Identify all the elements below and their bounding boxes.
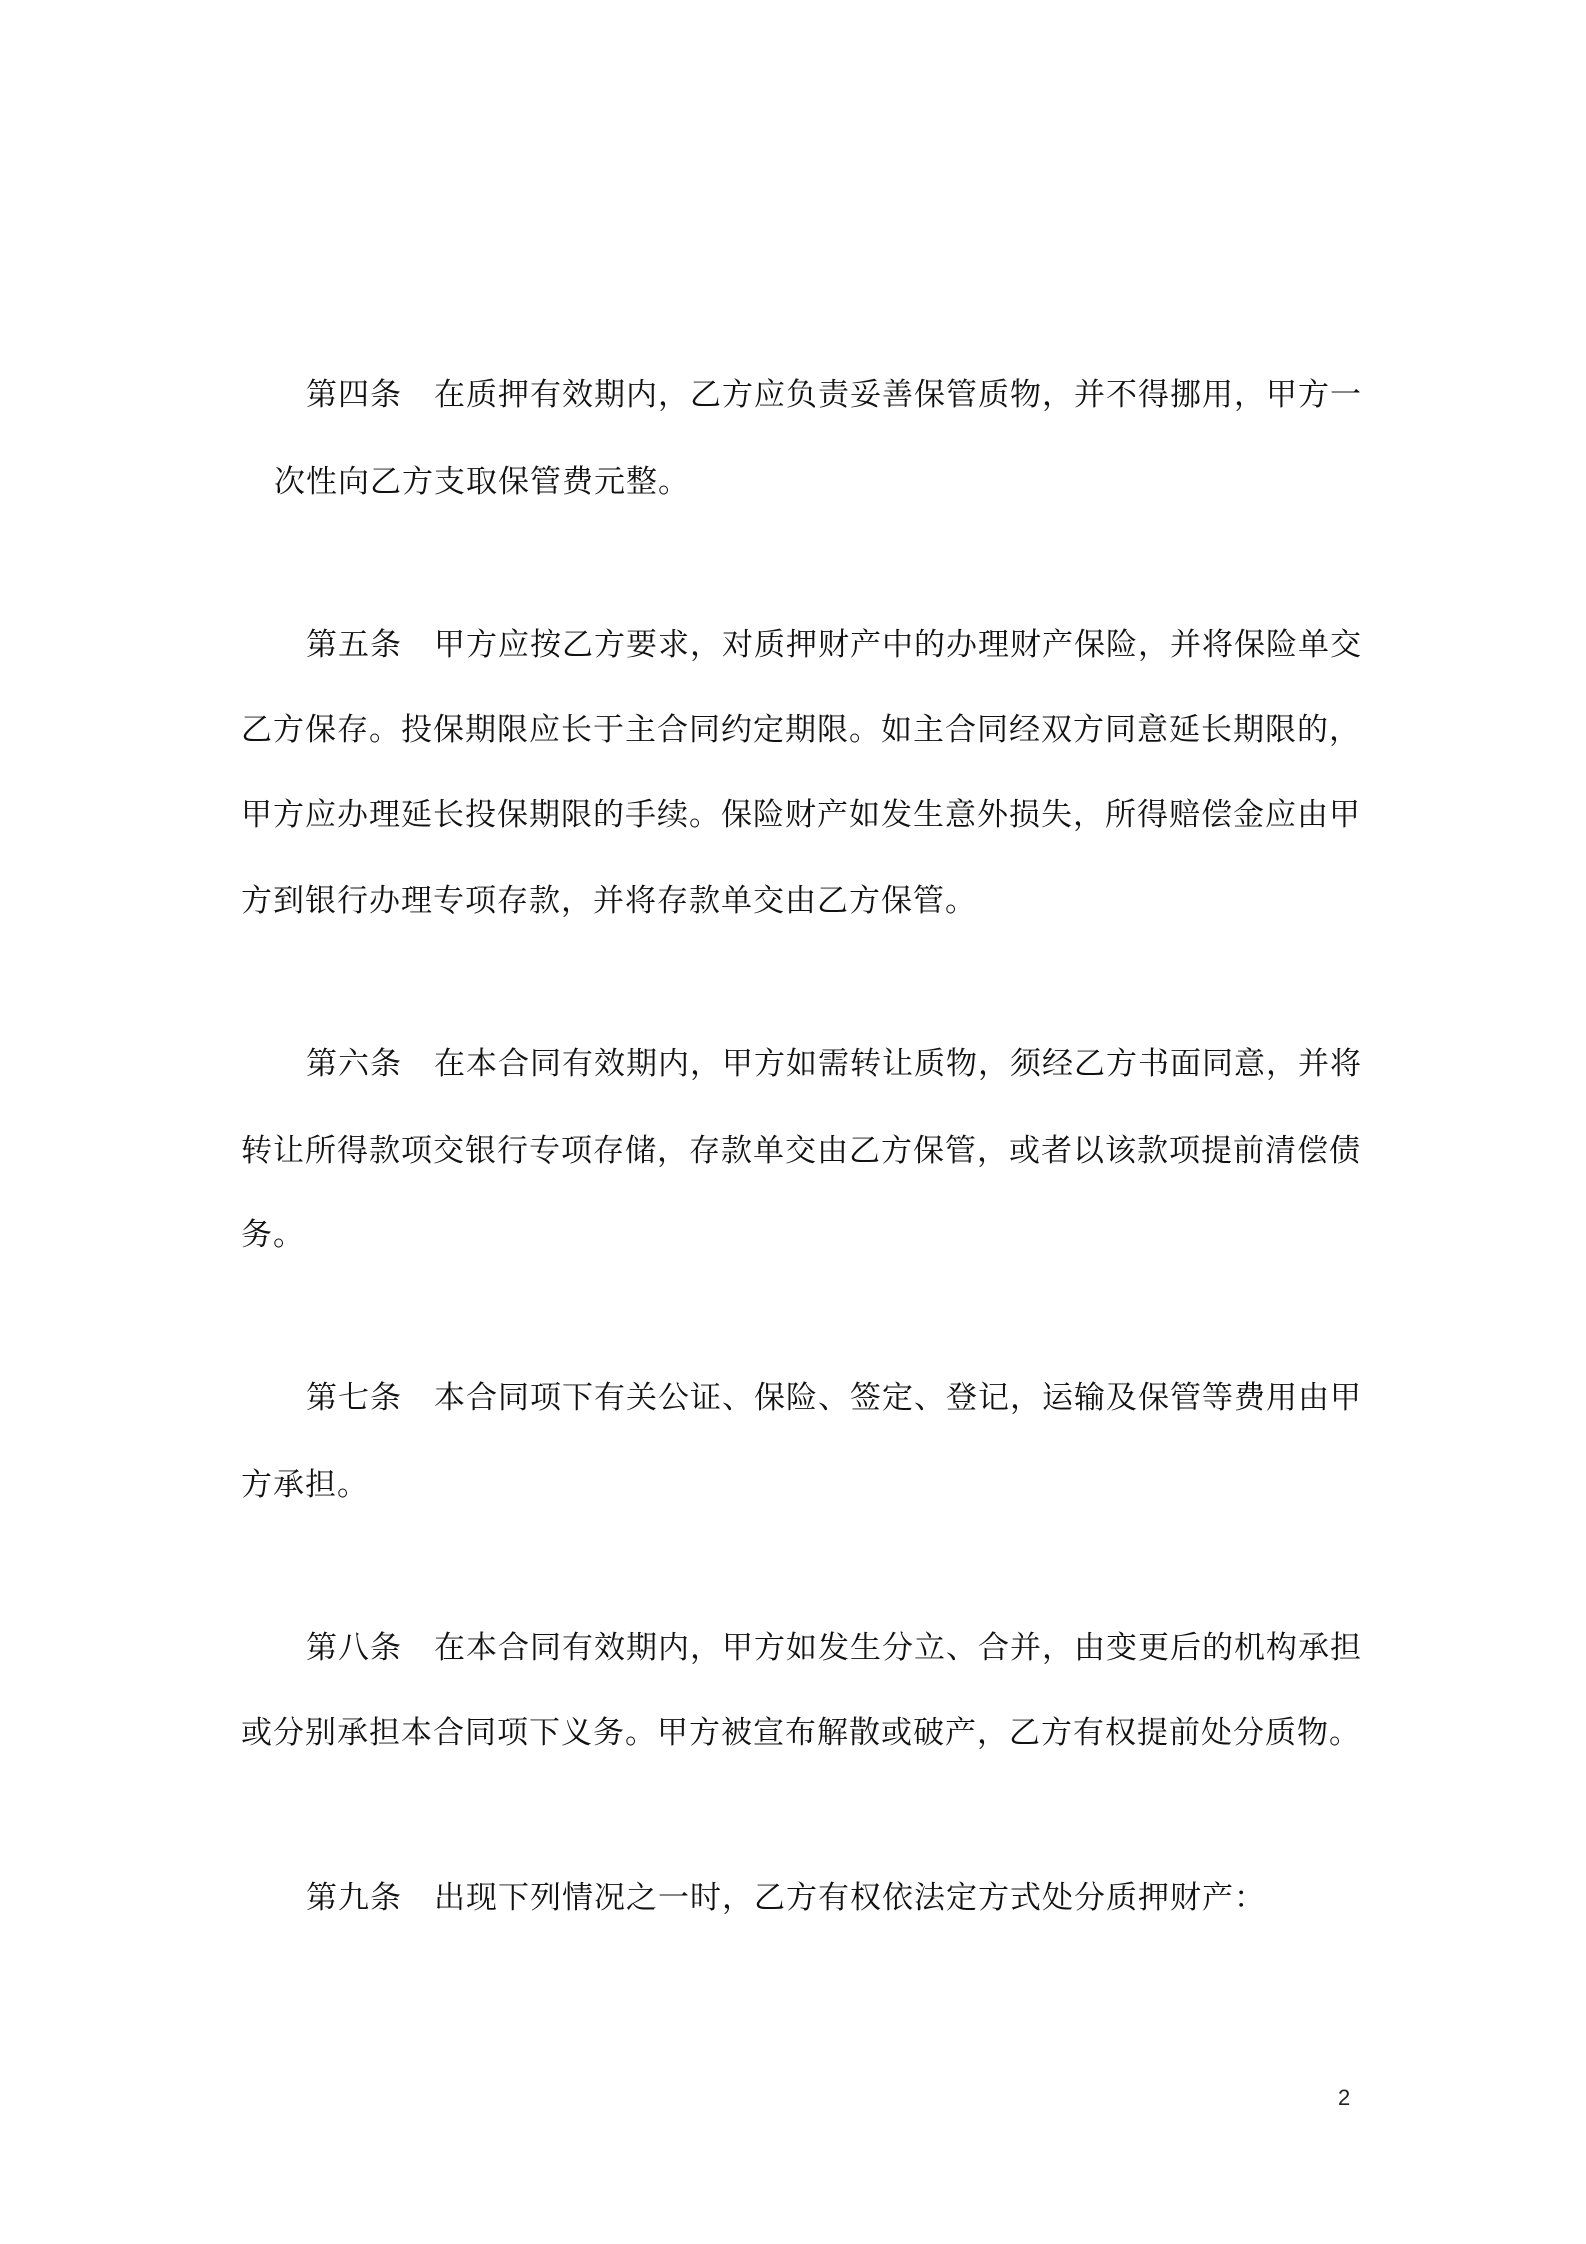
- article-4-line-1: 在质押有效期内，乙方应负责妥善保管质物，并不得挪用，甲方一: [434, 377, 1362, 413]
- page-number: 2: [1338, 2085, 1351, 2110]
- article-6-first-line: [306, 1044, 1362, 1084]
- article-7-first-line: [306, 1378, 1362, 1418]
- article-7-line-2: 方承担。: [241, 1467, 369, 1503]
- article-8-first-line: [306, 1628, 1362, 1668]
- article-9-line-1: 出现下列情况之一时，乙方有权依法定方式处分质押财产：: [434, 1880, 1266, 1916]
- article-8-heading: 第八条: [306, 1630, 402, 1666]
- article-5-line-2: 乙方保存。投保期限应长于主合同约定期限。如主合同经双方同意延长期限的，: [241, 712, 1361, 748]
- article-8-line-1: 在本合同有效期内，甲方如发生分立、合并，由变更后的机构承担: [434, 1630, 1362, 1666]
- article-7-line-1: 本合同项下有关公证、保险、签定、登记，运输及保管等费用由甲: [434, 1380, 1362, 1416]
- article-4-line-2: 次性向乙方支取保管费元整。: [274, 464, 690, 500]
- article-6-line-3: 务。: [241, 1217, 305, 1253]
- article-5-first-line: [306, 625, 1362, 665]
- article-6-line-2: 转让所得款项交银行专项存储，存款单交由乙方保管，或者以该款项提前清偿债: [241, 1133, 1361, 1169]
- article-5-line-1: 甲方应按乙方要求，对质押财产中的办理财产保险，并将保险单交: [434, 627, 1362, 663]
- article-5-line-3: 甲方应办理延长投保期限的手续。保险财产如发生意外损失，所得赔偿金应由甲: [241, 797, 1361, 833]
- article-9-first-line: [306, 1878, 1266, 1918]
- article-4-first-line: [306, 375, 1362, 415]
- article-8-line-2: 或分别承担本合同项下义务。甲方被宣布解散或破产，乙方有权提前处分质物。: [241, 1715, 1361, 1751]
- article-6-heading: 第六条: [306, 1046, 402, 1082]
- article-5-heading: 第五条: [306, 627, 402, 663]
- article-9-heading: 第九条: [306, 1880, 402, 1916]
- article-5-line-4: 方到银行办理专项存款，并将存款单交由乙方保管。: [241, 883, 977, 919]
- article-7-heading: 第七条: [306, 1380, 402, 1416]
- article-4-heading: 第四条: [306, 377, 402, 413]
- article-6-line-1: 在本合同有效期内，甲方如需转让质物，须经乙方书面同意，并将: [434, 1046, 1362, 1082]
